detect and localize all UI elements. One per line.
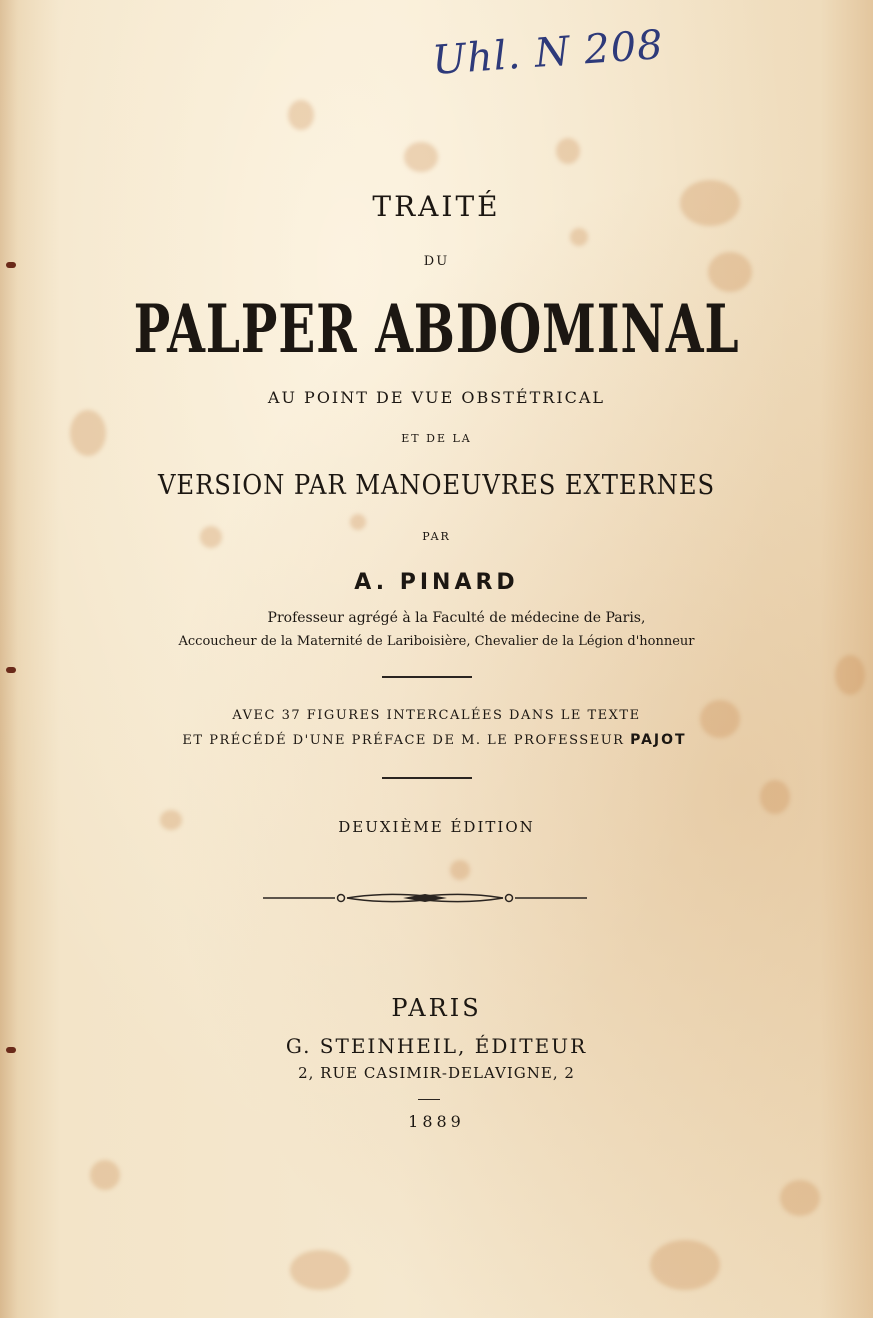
title-connector: ET DE LA (401, 432, 472, 445)
imprint-city: PARIS (391, 994, 482, 1022)
foxing-spot (556, 138, 580, 164)
main-title: PALPER ABDOMINAL (133, 290, 740, 368)
subtitle-2: VERSION PAR MANOEUVRES EXTERNES (157, 470, 716, 501)
preface-note (0, 732, 871, 748)
foxing-spot (650, 1240, 720, 1290)
title-line-2: DU (423, 254, 450, 269)
foxing-spot (835, 655, 865, 695)
author-name: A. PINARD (354, 570, 519, 595)
foxing-spot (90, 1160, 120, 1190)
foxing-spot (570, 228, 588, 246)
author-credentials-2: Accoucheur de la Maternité de Lariboisière, Chevalier de la Légion d'honneur (178, 634, 695, 649)
handwritten-shelf-mark: Uhl. N 208 (430, 21, 666, 85)
foxing-spot (290, 1250, 350, 1290)
preface-note-text: ET PRÉCÉDÉ D'UNE PRÉFACE DE M. LE PROFESSEUR (182, 733, 625, 748)
author-by: PAR (422, 530, 451, 543)
divider-dash (418, 1099, 440, 1100)
figures-note: AVEC 37 FIGURES INTERCALÉES DANS LE TEXTE (232, 708, 641, 723)
ornamental-rule (263, 890, 587, 906)
divider-rule (382, 676, 472, 678)
foxing-spot (350, 514, 366, 530)
foxing-spot (760, 780, 790, 814)
imprint-year: 1889 (408, 1112, 465, 1131)
author-credentials-1: Professeur agrégé à la Faculté de médecine de Paris, (267, 610, 646, 626)
foxing-spot (450, 860, 470, 880)
foxing-spot (404, 142, 438, 172)
divider-rule (382, 777, 472, 779)
imprint-address: 2, RUE CASIMIR-DELAVIGNE, 2 (298, 1064, 575, 1082)
binding-mark (6, 667, 16, 673)
subtitle-1: AU POINT DE VUE OBSTÉTRICAL (267, 388, 606, 407)
title-line-1: TRAITÉ (372, 190, 501, 223)
foxing-spot (780, 1180, 820, 1216)
edition: DEUXIÈME ÉDITION (338, 818, 535, 836)
preface-author: PAJOT (630, 732, 687, 748)
foxing-spot (288, 100, 314, 130)
imprint-publisher: G. STEINHEIL, ÉDITEUR (285, 1034, 588, 1058)
